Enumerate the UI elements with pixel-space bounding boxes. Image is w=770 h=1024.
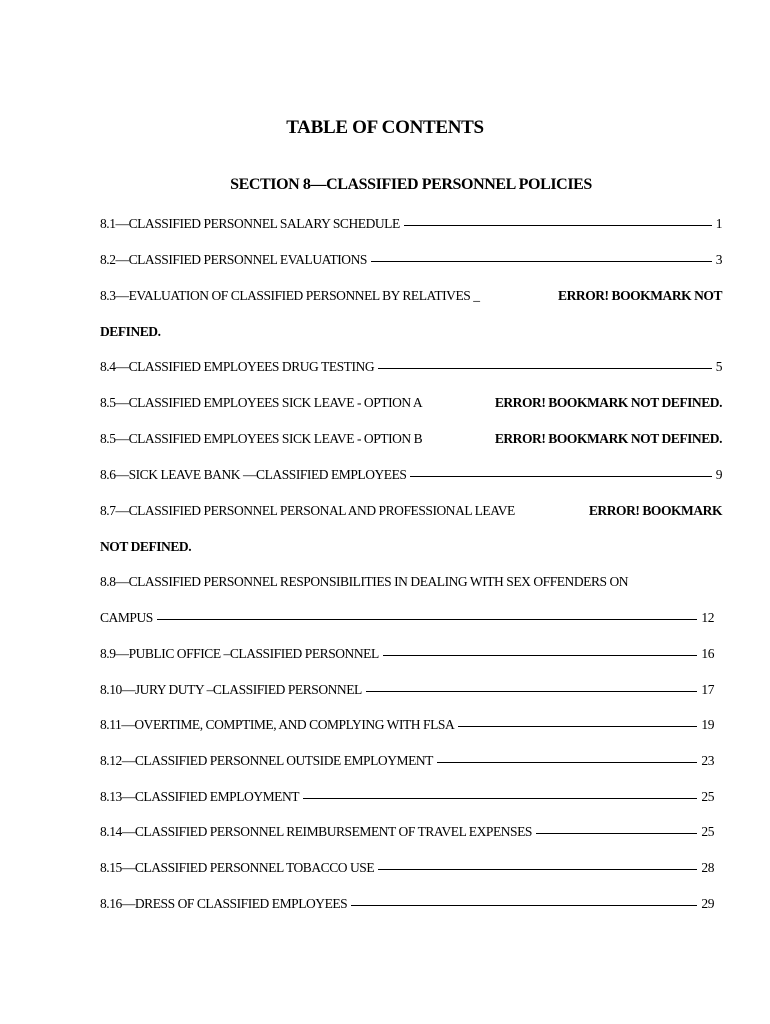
toc-entry-8-14[interactable] (100, 824, 714, 844)
toc-page-number: 29 (701, 896, 714, 911)
bookmark-error: ERROR! BOOKMARK NOT (558, 288, 722, 303)
toc-entry-8-6[interactable] (100, 467, 722, 487)
toc-entry-8-13[interactable] (100, 789, 714, 809)
toc-entry-text: 8.6—SICK LEAVE BANK —CLASSIFIED EMPLOYEES (100, 467, 407, 482)
toc-entry-text: 8.1—CLASSIFIED PERSONNEL SALARY SCHEDULE (100, 216, 400, 231)
toc-entry-8-15[interactable] (100, 860, 714, 880)
toc-page-number: 5 (715, 359, 722, 374)
toc-entry-text: 8.4—CLASSIFIED EMPLOYEES DRUG TESTING (100, 359, 375, 374)
toc-entry-8-2[interactable] (100, 252, 722, 272)
toc-entry-8-3-continuation (100, 324, 722, 344)
toc-entry-8-1[interactable] (100, 216, 722, 236)
toc-entry-text: 8.12—CLASSIFIED PERSONNEL OUTSIDE EMPLOYMENT (100, 753, 433, 768)
toc-entry-text: 8.5—CLASSIFIED EMPLOYEES SICK LEAVE - OPTION B (100, 431, 423, 446)
toc-entry-8-7-continuation (100, 539, 722, 559)
dot-leader (303, 798, 697, 799)
toc-entry-text: 8.3—EVALUATION OF CLASSIFIED PERSONNEL BY RELATIVES _ (100, 288, 480, 303)
toc-entry-text: 8.13—CLASSIFIED EMPLOYMENT (100, 789, 300, 804)
dot-leader (404, 225, 712, 226)
toc-page-number: 9 (715, 467, 722, 482)
toc-page-number: 28 (701, 860, 714, 875)
bookmark-error: ERROR! BOOKMARK NOT DEFINED. (494, 431, 722, 446)
toc-entry-text: 8.16—DRESS OF CLASSIFIED EMPLOYEES (100, 896, 348, 911)
toc-entry-8-11[interactable] (100, 717, 714, 737)
dot-leader (383, 655, 698, 656)
toc-entry-text: 8.7—CLASSIFIED PERSONNEL PERSONAL AND PROFESSIONAL LEAVE (100, 503, 515, 518)
toc-page-number: 17 (701, 682, 714, 697)
bookmark-error: ERROR! BOOKMARK (588, 503, 722, 518)
toc-page-number: 25 (701, 824, 714, 839)
toc-entry-text: 8.5—CLASSIFIED EMPLOYEES SICK LEAVE - OPTION A (100, 395, 423, 410)
toc-entry-text: 8.8—CLASSIFIED PERSONNEL RESPONSIBILITIES IN DEALING WITH SEX OFFENDERS ON (100, 574, 629, 589)
toc-page-number: 3 (715, 252, 722, 267)
toc-page-number: 16 (701, 646, 714, 661)
dot-leader (378, 368, 712, 369)
dot-leader (536, 833, 697, 834)
section-heading: SECTION 8—CLASSIFIED PERSONNEL POLICIES (230, 176, 592, 193)
toc-entry-8-10[interactable] (100, 682, 714, 702)
dot-leader (351, 905, 697, 906)
dot-leader (458, 726, 697, 727)
toc-entry-text: 8.15—CLASSIFIED PERSONNEL TOBACCO USE (100, 860, 375, 875)
dot-leader (366, 691, 698, 692)
toc-entry-text: 8.14—CLASSIFIED PERSONNEL REIMBURSEMENT OF TRAVEL EXPENSES (100, 824, 532, 839)
toc-entry-text: 8.11—OVERTIME, COMPTIME, AND COMPLYING WITH FLSA (100, 717, 455, 732)
toc-entry-text: 8.2—CLASSIFIED PERSONNEL EVALUATIONS (100, 252, 367, 267)
toc-page-number: 1 (715, 216, 722, 231)
toc-entry-8-3[interactable] (100, 288, 722, 308)
dot-leader (157, 619, 698, 620)
toc-page-number: 23 (701, 753, 714, 768)
toc-entry-text: 8.10—JURY DUTY –CLASSIFIED PERSONNEL (100, 682, 362, 697)
toc-page-number: 25 (701, 789, 714, 804)
bookmark-error-continuation: NOT DEFINED. (100, 539, 192, 554)
bookmark-error-continuation: DEFINED. (100, 324, 161, 339)
toc-entry-8-8-continuation[interactable] (100, 610, 714, 630)
dot-leader (378, 869, 697, 870)
dot-leader (371, 261, 712, 262)
bookmark-error: ERROR! BOOKMARK NOT DEFINED. (494, 395, 722, 410)
toc-entry-8-8[interactable] (100, 574, 722, 594)
dot-leader (437, 762, 697, 763)
toc-entry-8-7[interactable] (100, 503, 722, 523)
toc-entry-8-5-a[interactable] (100, 395, 722, 415)
toc-page-number: 12 (701, 610, 714, 625)
toc-entry-text-continuation: CAMPUS (100, 610, 153, 625)
toc-entry-8-5-b[interactable] (100, 431, 722, 451)
toc-entry-8-9[interactable] (100, 646, 714, 666)
toc-entry-text: 8.9—PUBLIC OFFICE –CLASSIFIED PERSONNEL (100, 646, 379, 661)
toc-entry-8-16[interactable] (100, 896, 714, 916)
toc-entry-8-4[interactable] (100, 359, 722, 379)
toc-entry-8-12[interactable] (100, 753, 714, 773)
page-title: TABLE OF CONTENTS (286, 117, 484, 138)
dot-leader (410, 476, 711, 477)
toc-page-number: 19 (701, 717, 714, 732)
